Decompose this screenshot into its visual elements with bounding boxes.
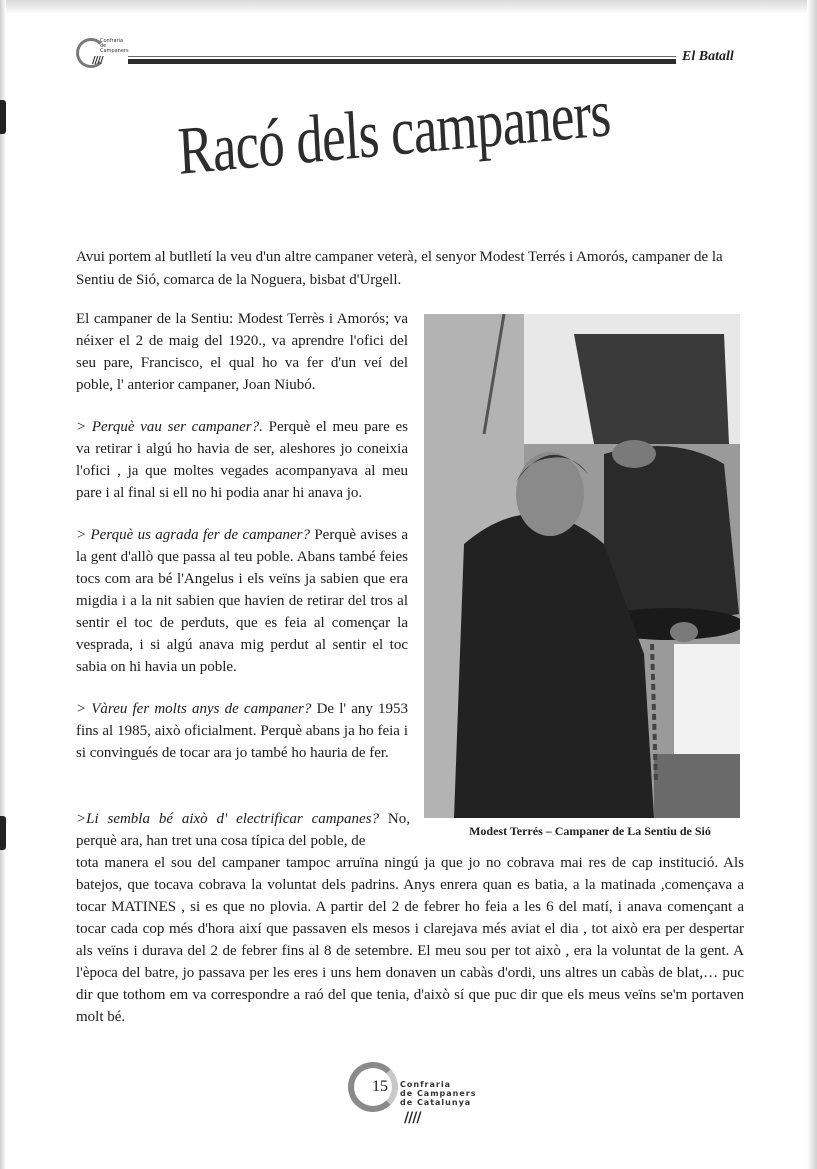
confraria-logo <box>74 36 129 68</box>
answer: No, perquè ara, han tret una cosa típica del poble, de <box>76 811 411 849</box>
answer-continued: tota manera el sou del campaner tampoc arruïna ningú ja que jo no cobrava mai res de cap institució. Als batejos, que tocava cobrava la voluntat dels padrins. Anys enrera quan es batia, a la matinada ,començava a tocar MATINES , si es que no plovia. A partir del 2 de febrer ho feia a les 6 del matí, i anava començant a tocar cada cop més d'hora així que passaven els mesos i clarejava més aviat el dia , tot això era per despertar als veïns i durava del 2 de febrer fins al 8 de setembre. El meu sou per tot això , era la voluntat de la gent. A l'època del batre, jo passava per les eres i uns hem donaven un cabàs d'ordi, uns altres un cabàs de blat,… puc dir que tothom em va correspondre a raó del que tenia, d'això sí que puc dir que els meus veïns se'm portaven molt bé. <box>76 855 744 1025</box>
logo-bars-icon: //// <box>404 1110 421 1126</box>
org-line: Confraria <box>400 1080 451 1089</box>
article-title <box>176 74 656 222</box>
photo-caption: Modest Terrés – Campaner de La Sentiu de Sió <box>469 824 711 838</box>
logo-text: Confraria de Campaners <box>100 38 129 54</box>
qa-paragraph <box>76 524 408 678</box>
punch-hole <box>0 816 6 850</box>
qa-paragraph <box>76 698 408 764</box>
answer: Perquè el meu pare es va retirar i algú ho havia de ser, aleshores jo coneixia l'ofici , ja que moltes vegades acompanyava al meu pare i al final si ell no hi podia anar hi anava jo. <box>76 419 409 501</box>
publication-title: El Batall <box>682 49 734 64</box>
org-line: de Catalunya <box>400 1098 472 1107</box>
question: > Vàreu fer molts anys de campaner? <box>76 701 312 717</box>
page-header <box>74 36 746 76</box>
qa-paragraph <box>76 808 410 852</box>
answer: De l' any 1953 fins al 1985, això oficialment. Perquè abans ja ho feia i si convingués de tocar ara jo també ho hauria de fer. <box>76 701 409 761</box>
closing-section <box>76 808 744 1028</box>
header-rule <box>128 56 676 57</box>
footer-org-name <box>400 1080 477 1107</box>
bio-paragraph: El campaner de la Sentiu: Modest Terrès i Amorós; va néixer el 2 de maig del 1920., va aprendre l'ofici del seu pare, Francisco, el qual ho va fer d'un veí del poble, l' anterior campaner, Joan Niubó. <box>76 311 408 393</box>
logo-bars-icon: //// <box>92 55 103 66</box>
photo-illustration <box>424 314 740 818</box>
org-line: de Campaners <box>400 1089 477 1098</box>
question: >Li sembla bé això d' electrificar campanes? <box>76 811 380 827</box>
answer: Perquè avises a la gent d'allò que passa al teu poble. Abans també feies tocs com ara bé l'Angelus i els veïns ja sabien que era migdia i a la nit sabien que havien de retirar del tros al sentir el toc de perduts, que es feia al començar la vesprada, i si algú anava mig perdut al sentir el toc sabia on hi havia un poble. <box>76 527 408 675</box>
page-footer <box>348 1062 478 1126</box>
question: > Perquè vau ser campaner?. <box>76 419 263 435</box>
punch-hole <box>0 100 6 134</box>
question: > Perquè us agrada fer de campaner? <box>76 527 310 543</box>
bellringer-photo <box>424 314 740 818</box>
qa-paragraph <box>76 416 408 504</box>
interview-column <box>76 308 408 784</box>
article-title-text: Racó dels campaners <box>176 74 613 189</box>
page-edge <box>0 0 817 14</box>
page-edge-shadow <box>807 0 817 1169</box>
page-number: 15 <box>372 1078 388 1095</box>
page-binding-edge <box>0 0 6 1169</box>
header-rule <box>128 59 676 64</box>
intro-paragraph: Avui portem al butlletí la veu d'un altre campaner veterà, el senyor Modest Terrés i Amorós, campaner de la Sentiu de Sió, comarca de la Noguera, bisbat d'Urgell. <box>76 249 723 288</box>
